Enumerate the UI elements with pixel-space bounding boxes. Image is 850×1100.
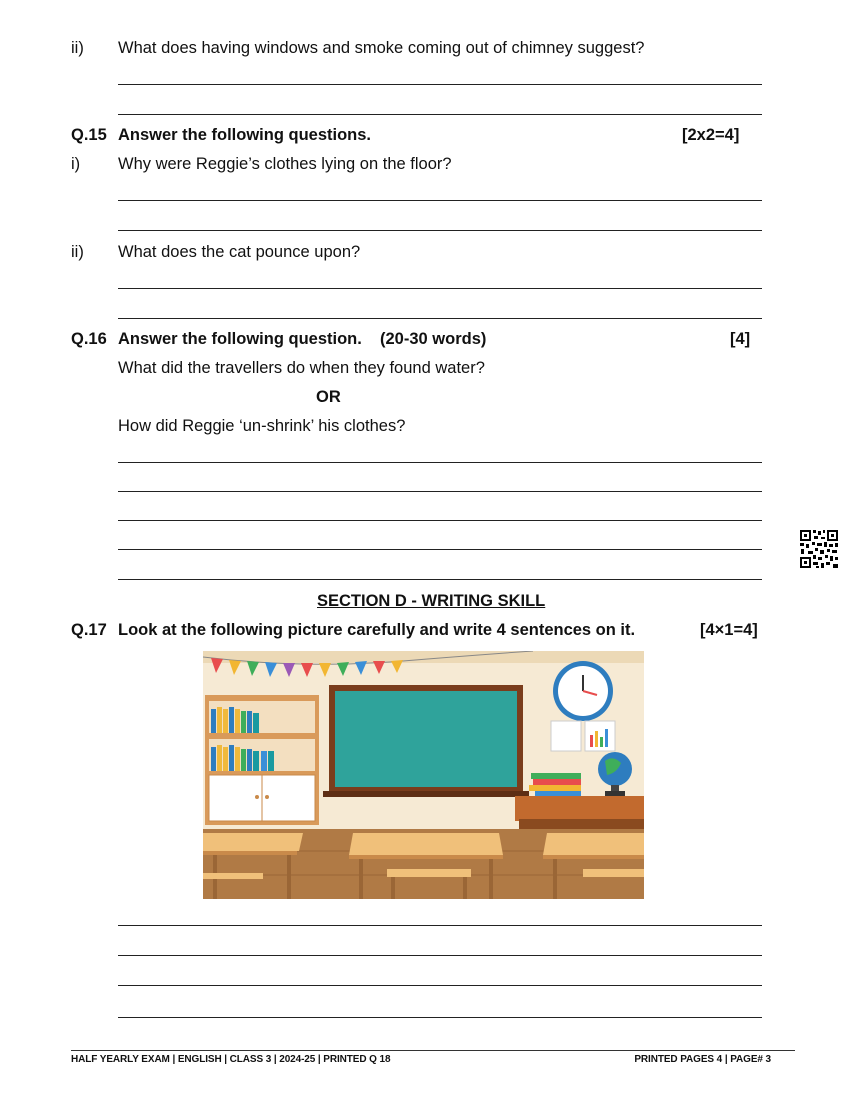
answer-line[interactable] [118, 462, 762, 463]
blackboard-icon [323, 685, 529, 797]
q16-heading: Answer the following question. [118, 330, 362, 348]
section-d-title: SECTION D - WRITING SKILL [317, 592, 546, 610]
footer-divider [71, 1050, 795, 1051]
q17-number: Q.17 [71, 621, 107, 639]
answer-line[interactable] [118, 925, 762, 926]
answer-line[interactable] [118, 230, 762, 231]
q14-ii-question: What does having windows and smoke coming out of chimney suggest? [118, 39, 645, 57]
answer-line[interactable] [118, 288, 762, 289]
q15-ii-number: ii) [71, 243, 84, 261]
teacher-desk-icon [515, 796, 644, 821]
classroom-picture [203, 651, 644, 899]
q16-word-limit: (20-30 words) [380, 330, 487, 348]
poster-icon [551, 721, 581, 751]
wall-clock-icon [553, 661, 613, 721]
answer-line[interactable] [118, 84, 762, 85]
q16-marks: [4] [730, 330, 751, 348]
answer-line[interactable] [118, 955, 762, 956]
footer-exam-info: HALF YEARLY EXAM | ENGLISH | CLASS 3 | 2024-25 | PRINTED Q 18 [71, 1054, 391, 1065]
qr-code-icon [799, 529, 839, 569]
answer-line[interactable] [118, 579, 762, 580]
q15-marks: [2x2=4] [682, 126, 740, 144]
answer-line[interactable] [118, 200, 762, 201]
answer-line[interactable] [118, 520, 762, 521]
answer-line[interactable] [118, 1017, 762, 1018]
q16-or-label: OR [316, 388, 341, 406]
q14-ii-number: ii) [71, 39, 84, 57]
answer-line[interactable] [118, 114, 762, 115]
answer-line[interactable] [118, 491, 762, 492]
q15-heading: Answer the following questions. [118, 126, 372, 144]
bookshelf-icon [205, 695, 319, 825]
q15-i-question: Why were Reggie’s clothes lying on the floor? [118, 155, 452, 173]
q15-ii-question: What does the cat pounce upon? [118, 243, 361, 261]
q16-question-a: What did the travellers do when they found water? [118, 359, 485, 377]
q16-question-b: How did Reggie ‘un-shrink’ his clothes? [118, 417, 406, 435]
answer-line[interactable] [118, 985, 762, 986]
q15-i-number: i) [71, 155, 81, 173]
q17-heading: Look at the following picture carefully and write 4 sentences on it. [118, 621, 636, 639]
answer-line[interactable] [118, 549, 762, 550]
footer-page-info: PRINTED PAGES 4 | PAGE# 3 [634, 1054, 771, 1065]
answer-line[interactable] [118, 318, 762, 319]
q16-number: Q.16 [71, 330, 107, 348]
q15-number: Q.15 [71, 126, 107, 144]
book-stack-icon [529, 773, 581, 796]
q17-marks: [4×1=4] [700, 621, 758, 639]
